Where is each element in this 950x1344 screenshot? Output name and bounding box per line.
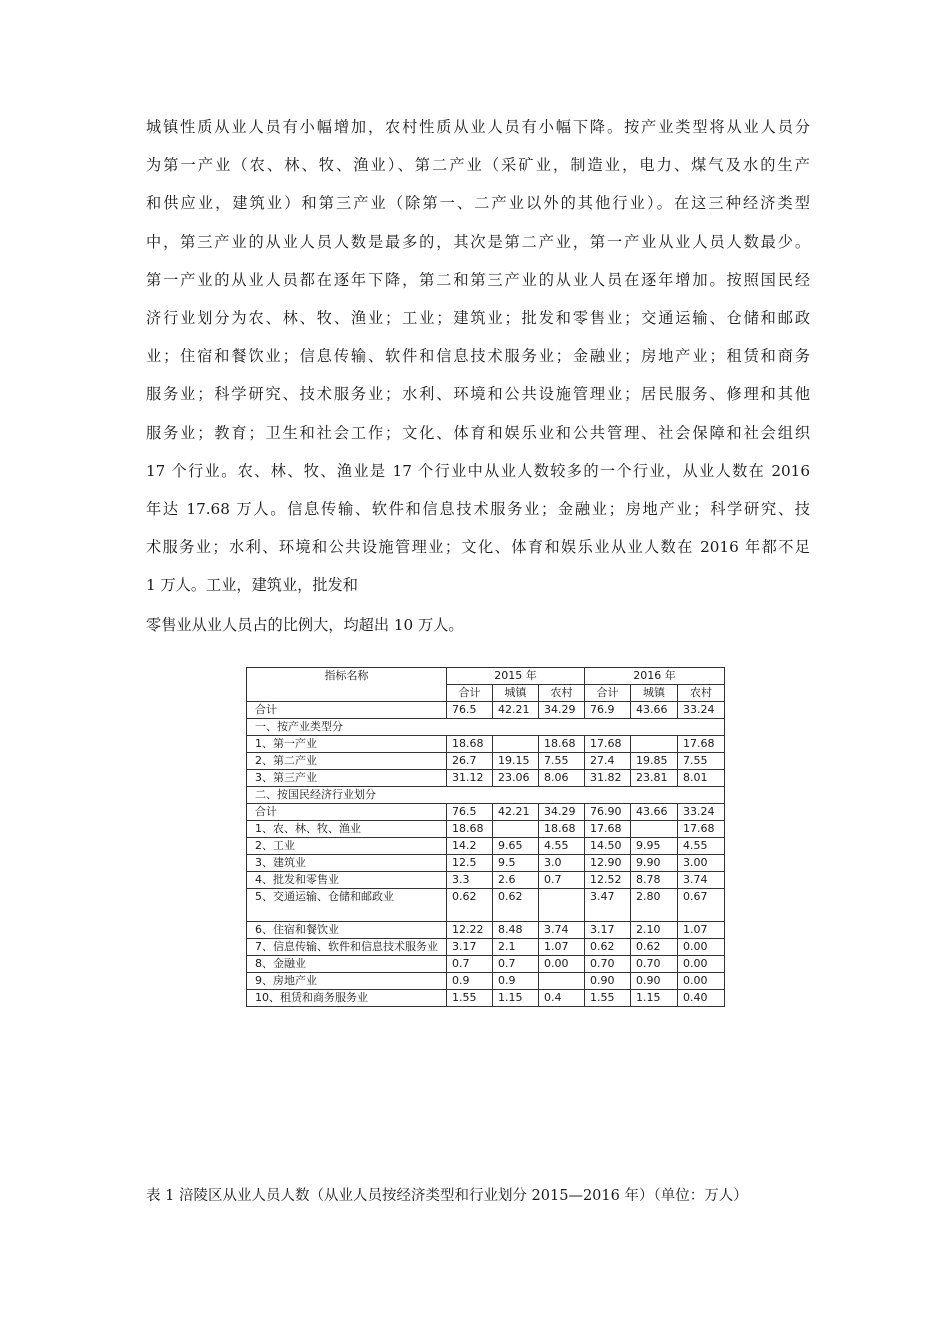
row-label: 1、第一产业 [247, 736, 447, 753]
table-row [247, 753, 725, 770]
table-cell: 8.01 [678, 770, 725, 787]
subheader-total-2015: 合计 [447, 685, 493, 702]
table-cell: 1.55 [585, 990, 631, 1007]
table-cell [493, 821, 539, 838]
table-cell: 0.9 [447, 973, 493, 990]
table-cell: 43.66 [631, 804, 678, 821]
table-cell: 12.90 [585, 855, 631, 872]
table-cell: 0.9 [493, 973, 539, 990]
subheader-rural-2015: 农村 [539, 685, 585, 702]
body-paragraph-continued: 零售业从业人员占的比例大，均超出 10 万人。 [146, 616, 464, 634]
paragraph-line: 济行业划分为农、林、牧、渔业；工业；建筑业；批发和零售业；交通运输、仓储和邮政 [146, 309, 810, 328]
table-cell: 0.90 [631, 973, 678, 990]
table-cell: 0.4 [539, 990, 585, 1007]
table-cell: 19.15 [493, 753, 539, 770]
table-row [247, 922, 725, 939]
paragraph-line: 年达 17.68 万人。信息传输、软件和信息技术服务业；金融业；房地产业；科学研究、技 [146, 500, 810, 519]
table-cell: 0.67 [678, 889, 725, 922]
table-cell: 3.00 [678, 855, 725, 872]
table-row [247, 990, 725, 1007]
table-cell: 1.15 [493, 990, 539, 1007]
header-year-2015: 2015 年 [447, 668, 585, 685]
table-cell: 26.7 [447, 753, 493, 770]
subheader-total-2016: 合计 [585, 685, 631, 702]
row-label: 4、批发和零售业 [247, 872, 447, 889]
row-label: 5、交通运输、仓储和邮政业 [247, 889, 447, 922]
table-cell [631, 736, 678, 753]
table-cell: 33.24 [678, 804, 725, 821]
table-row [247, 804, 725, 821]
table-cell: 4.55 [539, 838, 585, 855]
table-cell: 17.68 [678, 821, 725, 838]
table-row [247, 770, 725, 787]
table-cell: 31.12 [447, 770, 493, 787]
table-cell: 31.82 [585, 770, 631, 787]
table-row [247, 939, 725, 956]
table-row [247, 889, 725, 922]
header-year-2016: 2016 年 [585, 668, 725, 685]
table-cell: 3.74 [539, 922, 585, 939]
paragraph-line: 1 万人。工业，建筑业，批发和 [146, 576, 358, 595]
row-label: 6、住宿和餐饮业 [247, 922, 447, 939]
row-label: 合计 [247, 702, 447, 719]
table-cell: 0.62 [631, 939, 678, 956]
table-row [247, 821, 725, 838]
table-cell: 0.7 [447, 956, 493, 973]
table-body [247, 702, 725, 1007]
table-cell: 17.68 [678, 736, 725, 753]
section-row [247, 787, 725, 804]
table-cell: 2.1 [493, 939, 539, 956]
table-cell: 9.65 [493, 838, 539, 855]
table-cell: 14.2 [447, 838, 493, 855]
table-cell: 17.68 [585, 821, 631, 838]
table-row [247, 872, 725, 889]
table-cell [493, 736, 539, 753]
table-cell: 18.68 [447, 736, 493, 753]
table-cell: 0.70 [585, 956, 631, 973]
subheader-urban-2015: 城镇 [493, 685, 539, 702]
table-cell: 42.21 [493, 804, 539, 821]
table-cell: 8.48 [493, 922, 539, 939]
table-cell: 17.68 [585, 736, 631, 753]
table-cell: 12.52 [585, 872, 631, 889]
paragraph-line: 为第一产业（农、林、牧、渔业）、第二产业（采矿业，制造业，电力、煤气及水的生产 [146, 156, 810, 175]
header-indicator-name: 指标名称 [247, 668, 447, 702]
paragraph-line: 和供应业，建筑业）和第三产业（除第一、二产业以外的其他行业）。在这三种经济类型 [146, 194, 810, 213]
row-label: 2、工业 [247, 838, 447, 855]
table-cell: 0.62 [447, 889, 493, 922]
table-cell: 0.40 [678, 990, 725, 1007]
row-label: 9、房地产业 [247, 973, 447, 990]
table-cell: 3.0 [539, 855, 585, 872]
table-cell: 2.6 [493, 872, 539, 889]
table-cell: 1.07 [539, 939, 585, 956]
table-cell: 1.15 [631, 990, 678, 1007]
section-label: 一、按产业类型分 [247, 719, 725, 736]
section-row [247, 719, 725, 736]
table-cell: 0.70 [631, 956, 678, 973]
table-cell [631, 821, 678, 838]
table-cell [539, 973, 585, 990]
table-cell: 0.00 [539, 956, 585, 973]
table-cell: 2.80 [631, 889, 678, 922]
table-cell: 23.06 [493, 770, 539, 787]
table-row [247, 702, 725, 719]
table-cell: 27.4 [585, 753, 631, 770]
row-label: 8、金融业 [247, 956, 447, 973]
table-cell: 34.29 [539, 804, 585, 821]
table-cell: 8.06 [539, 770, 585, 787]
paragraph-line: 中，第三产业的从业人员人数是最多的，其次是第二产业，第一产业从业人员人数最少。 [146, 232, 810, 251]
table-cell: 0.62 [585, 939, 631, 956]
table-cell: 0.62 [493, 889, 539, 922]
table-cell: 7.55 [539, 753, 585, 770]
table-cell: 0.7 [493, 956, 539, 973]
paragraph-line: 第一产业的从业人员都在逐年下降，第二和第三产业的从业人员在逐年增加。按照国民经 [146, 270, 810, 289]
table-cell: 0.00 [678, 956, 725, 973]
employment-table [246, 667, 725, 1007]
table-cell: 42.21 [493, 702, 539, 719]
table-cell: 76.5 [447, 804, 493, 821]
table-cell: 18.68 [539, 821, 585, 838]
paragraph-line: 业；住宿和餐饮业；信息传输、软件和信息技术服务业；金融业；房地产业；租赁和商务 [146, 347, 810, 366]
table-cell: 0.90 [585, 973, 631, 990]
table-cell: 9.5 [493, 855, 539, 872]
row-label: 7、信息传输、软件和信息技术服务业 [247, 939, 447, 956]
table-cell: 33.24 [678, 702, 725, 719]
row-label: 1、农、林、牧、渔业 [247, 821, 447, 838]
table-cell: 23.81 [631, 770, 678, 787]
table-cell: 9.90 [631, 855, 678, 872]
paragraph-line: 服务业；教育；卫生和社会工作；文化、体育和娱乐业和公共管理、社会保障和社会组织 [146, 423, 810, 442]
table-cell: 7.55 [678, 753, 725, 770]
paragraph-line: 服务业；科学研究、技术服务业；水利、环境和公共设施管理业；居民服务、修理和其他 [146, 385, 810, 404]
table-cell: 1.07 [678, 922, 725, 939]
row-label: 10、租赁和商务服务业 [247, 990, 447, 1007]
table-row [247, 973, 725, 990]
table-cell: 76.90 [585, 804, 631, 821]
body-paragraph [146, 108, 810, 605]
table-cell: 76.9 [585, 702, 631, 719]
table-cell: 12.22 [447, 922, 493, 939]
table-cell: 12.5 [447, 855, 493, 872]
table-cell: 0.00 [678, 973, 725, 990]
table-cell: 34.29 [539, 702, 585, 719]
table-cell: 43.66 [631, 702, 678, 719]
table-cell: 2.10 [631, 922, 678, 939]
table-row [247, 838, 725, 855]
table-cell: 0.7 [539, 872, 585, 889]
table-cell: 3.47 [585, 889, 631, 922]
table-row [247, 956, 725, 973]
table-cell: 3.17 [585, 922, 631, 939]
table-cell: 18.68 [447, 821, 493, 838]
table-cell: 3.3 [447, 872, 493, 889]
table-caption: 表 1 涪陵区从业人员人数（从业人员按经济类型和行业划分 2015—2016 年）（单位：万人） [146, 1188, 748, 1204]
subheader-rural-2016: 农村 [678, 685, 725, 702]
table-cell: 8.78 [631, 872, 678, 889]
section-label: 二、按国民经济行业划分 [247, 787, 725, 804]
paragraph-line: 城镇性质从业人员有小幅增加，农村性质从业人员有小幅下降。按产业类型将从业人员分 [146, 118, 810, 136]
row-label: 2、第二产业 [247, 753, 447, 770]
table-cell: 14.50 [585, 838, 631, 855]
table-cell: 0.00 [678, 939, 725, 956]
table-row [247, 736, 725, 753]
table-cell: 76.5 [447, 702, 493, 719]
subheader-urban-2016: 城镇 [631, 685, 678, 702]
table-cell [539, 889, 585, 922]
table-cell: 4.55 [678, 838, 725, 855]
table-cell: 3.17 [447, 939, 493, 956]
row-label: 合计 [247, 804, 447, 821]
table-cell: 1.55 [447, 990, 493, 1007]
table-cell: 19.85 [631, 753, 678, 770]
table-header-row [247, 668, 725, 685]
table-cell: 9.95 [631, 838, 678, 855]
row-label: 3、建筑业 [247, 855, 447, 872]
paragraph-line: 术服务业；水利、环境和公共设施管理业；文化、体育和娱乐业从业人数在 2016 年都不足 [146, 538, 810, 557]
row-label: 3、第三产业 [247, 770, 447, 787]
table-cell: 3.74 [678, 872, 725, 889]
paragraph-line: 17 个行业。农、林、牧、渔业是 17 个行业中从业人数较多的一个行业，从业人数在 2016 [146, 461, 810, 480]
table-cell: 18.68 [539, 736, 585, 753]
table-row [247, 855, 725, 872]
